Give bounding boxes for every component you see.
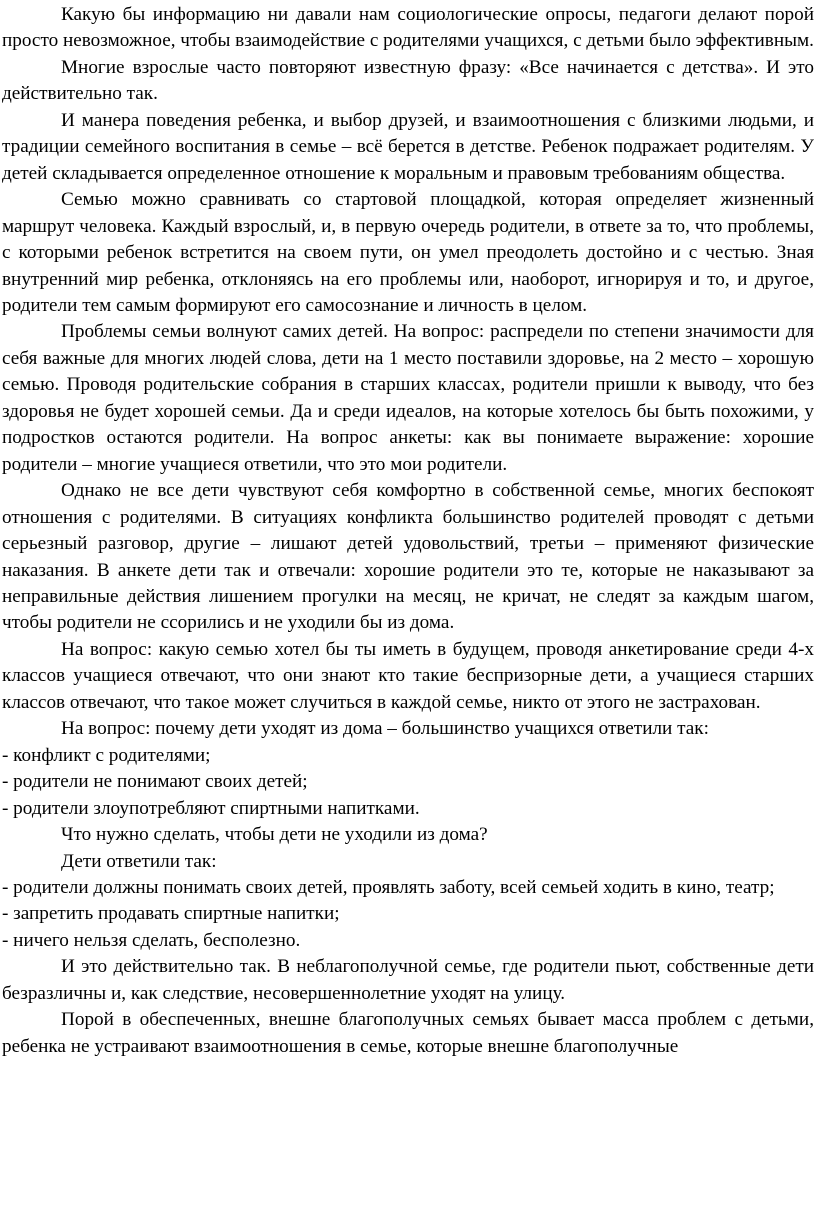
paragraph: На вопрос: почему дети уходят из дома – большинство учащихся ответили так: bbox=[61, 718, 709, 740]
paragraph: Однако не все дети чувствуют себя комфортно в собственной семье, многих беспокоят отношения с родителями. В ситуациях конфликта большинство родителей проводят с детьми серьезный разговор, другие – лишают детей удовольствий, третьи – применяют физические наказания. В анкете дети так и отвечали: хорошие родители это те, которые не наказывают за неправильные действия лишением прогулки на месяц, не кричат, не следят за каждым шагом, чтобы родители не ссорились и не уходили бы из дома. bbox=[2, 480, 814, 634]
paragraph: Какую бы информацию ни давали нам социологические опросы, педагоги делают порой просто невозможное, чтобы взаимодействие с родителями учащихся, с детьми было эффективным. bbox=[2, 4, 814, 52]
paragraph: На вопрос: какую семью хотел бы ты иметь в будущем, проводя анкетирование среди 4-х классов учащиеся отвечают, что они знают кто такие беспризорные дети, а учащиеся старших классов отвечают, что такое может случиться в каждой семье, никто от этого не застрахован. bbox=[2, 638, 814, 713]
list-item: - конфликт с родителями; bbox=[2, 744, 211, 766]
paragraph: Порой в обеспеченных, внешне благополучных семьях бывает масса проблем с детьми, ребенка не устраивают взаимоотношения в семье, которые внешне благополучные bbox=[2, 1009, 814, 1057]
list-item: - ничего нельзя сделать, бесполезно. bbox=[2, 929, 301, 951]
list-item: - запретить продавать спиртные напитки; bbox=[2, 903, 340, 925]
paragraph: Проблемы семьи волнуют самих детей. На вопрос: распредели по степени значимости для себя важные для многих людей слова, дети на 1 место поставили здоровье, на 2 место – хорошую семью. Проводя родительские собрания в старших классах, родители пришли к выводу, что без здоровья не будет хорошей семьи. Да и среди идеалов, на которые хотелось бы быть похожими, у подростков остаются родители. На вопрос анкеты: как вы понимаете выражение: хорошие родители – многие учащиеся ответили, что это мои родители. bbox=[2, 321, 814, 475]
paragraph: Семью можно сравнивать со стартовой площадкой, которая определяет жизненный маршрут человека. Каждый взрослый, и, в первую очередь родители, в ответе за то, что проблемы, с которыми ребенок встретится на своем пути, он умел преодолеть достойно и с честью. Зная внутренний мир ребенка, отклоняясь на его проблемы или, наоборот, игнорируя и то, и другое, родители тем самым формируют его самосознание и личность в целом. bbox=[2, 189, 814, 316]
list-item: - родители злоупотребляют спиртными напитками. bbox=[2, 797, 420, 819]
paragraph: И это действительно так. В неблагополучной семье, где родители пьют, собственные дети безразличны и, как следствие, несовершеннолетние уходят на улицу. bbox=[2, 956, 814, 1004]
list-item: - родители должны понимать своих детей, проявлять заботу, всей семьей ходить в кино, театр; bbox=[2, 876, 775, 898]
paragraph: Что нужно сделать, чтобы дети не уходили из дома? bbox=[61, 824, 488, 846]
list-item: - родители не понимают своих детей; bbox=[2, 771, 308, 793]
paragraph: Многие взрослые часто повторяют известную фразу: «Все начинается с детства». И это действительно так. bbox=[2, 56, 814, 105]
paragraph: Дети ответили так: bbox=[61, 850, 217, 872]
paragraph: И манера поведения ребенка, и выбор друзей, и взаимоотношения с близкими людьми, и традиции семейного воспитания в семье – всё берется в детстве. Ребенок подражает родителям. У детей складывается определенное отношение к моральным и правовым требованиям общества. bbox=[2, 109, 814, 184]
